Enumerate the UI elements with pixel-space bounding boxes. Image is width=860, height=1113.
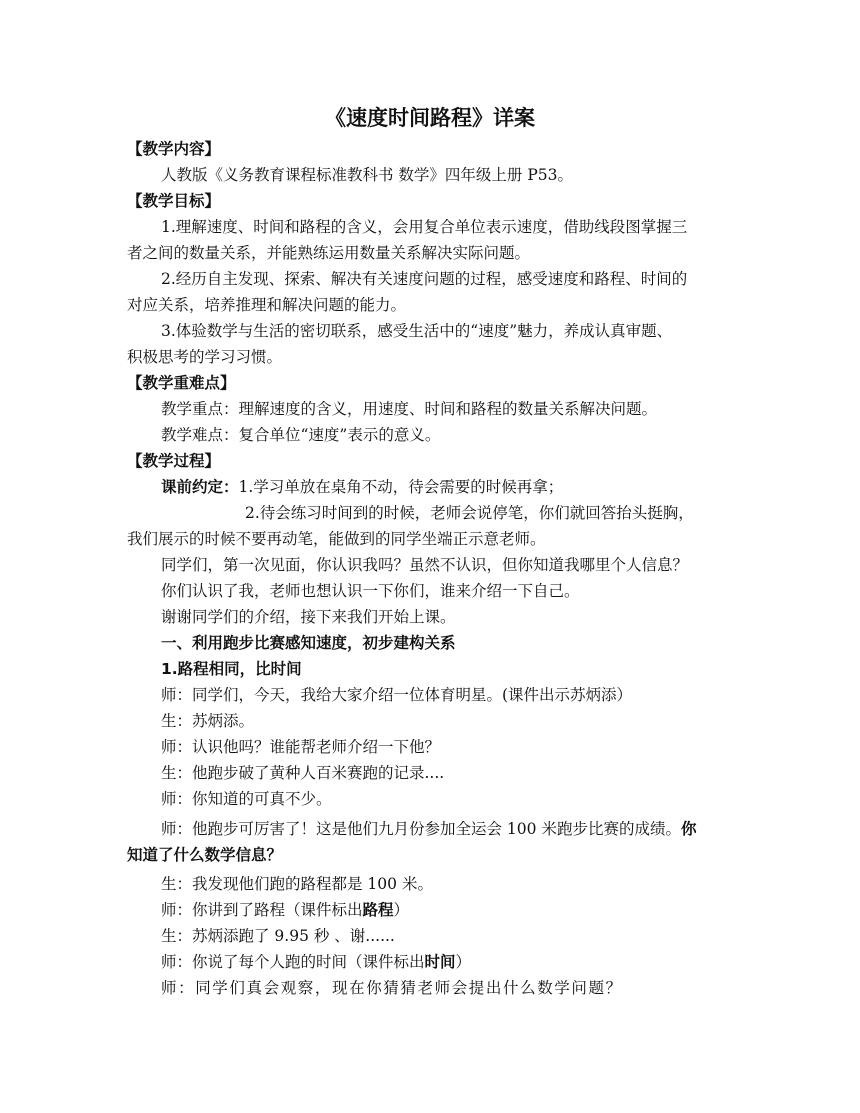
paragraph: 3.体验数学与生活的密切联系，感受生活中的“速度”魅力，养成认真审题、	[161, 322, 673, 340]
dialogue-text: ）	[393, 901, 410, 919]
dialogue-line: 生：我发现他们跑的路程都是 100 米。	[161, 875, 433, 893]
dialogue-bold-text: 你	[680, 819, 697, 838]
dialogue-line: 师：同学们真会观察，现在你猜猜老师会提出什么数学问题？	[161, 979, 623, 997]
paragraph: 人教版《义务教育课程标准教科书 数学》四年级上册 P53。	[161, 166, 574, 184]
dialogue-line	[161, 949, 773, 975]
dialogue-line	[161, 816, 773, 842]
paragraph: 者之间的数量关系，并能熟练运用数量关系解决实际问题。	[127, 244, 531, 262]
paragraph: 谢谢同学们的介绍，接下来我们开始上课。	[161, 608, 456, 626]
dialogue-line: 生：苏炳添。	[161, 712, 255, 730]
paragraph: 教学难点：复合单位“速度”表示的意义。	[161, 426, 441, 444]
dialogue-line: 师：你知道的可真不少。	[161, 790, 332, 808]
pre-class-rule-1: 1.学习单放在桌角不动，待会需要的时候再拿；	[238, 478, 564, 496]
dialogue-bold-text: 路程	[362, 900, 394, 919]
dialogue-text: 师：你讲到了路程（课件标出	[161, 901, 363, 919]
dialogue-line-bold: 知道了什么数学信息？	[127, 845, 283, 864]
section-heading-keypoints: 【教学重难点】	[127, 374, 236, 392]
subheading: 1.路程相同，比时间	[161, 660, 302, 678]
dialogue-text: 师：他跑步可厉害了！这是他们九月份参加全运会 100 米跑步比赛的成绩。	[161, 820, 681, 838]
paragraph: 积极思考的学习习惯。	[127, 348, 283, 366]
dialogue-line: 师：认识他吗？谁能帮老师介绍一下他？	[161, 738, 441, 756]
section-heading-content: 【教学内容】	[127, 140, 221, 158]
paragraph: 同学们，第一次见面，你认识我吗？虽然不认识，但你知道我哪里个人信息？	[161, 556, 689, 574]
paragraph: 你们认识了我，老师也想认识一下你们，谁来介绍一下自己。	[161, 582, 580, 600]
subheading: 一、利用跑步比赛感知速度，初步建构关系	[161, 634, 456, 652]
section-heading-process: 【教学过程】	[127, 452, 221, 470]
dialogue-bold-text: 时间	[424, 952, 456, 971]
document-title: 《速度时间路程》详案	[325, 106, 535, 130]
dialogue-text: 师：你说了每个人跑的时间（课件标出	[161, 953, 425, 971]
paragraph: 我们展示的时候不要再动笔，能做到的同学坐端正示意老师。	[127, 530, 546, 548]
dialogue-line: 师：同学们，今天，我给大家介绍一位体育明星。(课件出示苏炳添）	[161, 686, 633, 704]
paragraph: 1.理解速度、时间和路程的含义，会用复合单位表示速度，借助线段图掌握三	[161, 218, 688, 236]
paragraph: 2.经历自主发现、探索、解决有关速度问题的过程，感受速度和路程、时间的	[161, 270, 688, 288]
paragraph: 对应关系，培养推理和解决问题的能力。	[127, 296, 407, 314]
pre-class-label: 课前约定：	[161, 477, 239, 496]
dialogue-line: 生：他跑步破了黄种人百米赛跑的记录....	[161, 764, 445, 782]
section-heading-goals: 【教学目标】	[127, 192, 221, 210]
paragraph: 教学重点：理解速度的含义，用速度、时间和路程的数量关系解决问题。	[161, 400, 658, 418]
paragraph	[161, 474, 773, 500]
dialogue-text: ）	[455, 953, 472, 971]
dialogue-line: 生：苏炳添跑了 9.95 秒 、谢......	[161, 927, 395, 945]
paragraph: 2.待会练习时间到的时候，老师会说停笔，你们就回答抬头挺胸，	[245, 504, 694, 522]
dialogue-line	[161, 897, 773, 923]
